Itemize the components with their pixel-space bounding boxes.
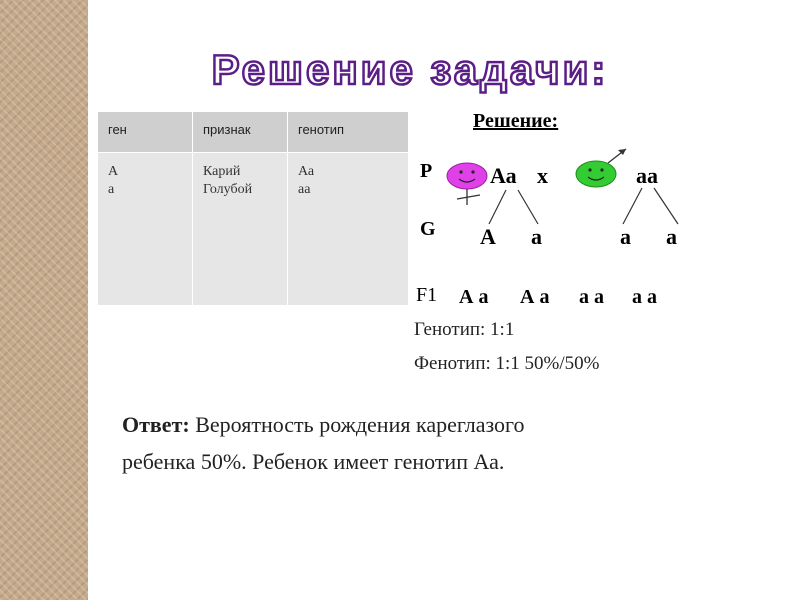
slide-title bbox=[130, 40, 690, 100]
male-arrow-icon bbox=[608, 149, 626, 163]
answer-label: Ответ: bbox=[122, 412, 190, 437]
table-cell bbox=[98, 153, 193, 306]
offspring-genotype: а а bbox=[632, 286, 657, 308]
offspring-genotype: А а bbox=[520, 286, 550, 308]
f1-label: F1 bbox=[416, 284, 438, 306]
cell-line: а bbox=[108, 182, 115, 197]
cell-line: Аа bbox=[298, 164, 315, 179]
table-row bbox=[98, 153, 409, 306]
cross-sign: х bbox=[537, 163, 548, 188]
parent1-genotype: Аа bbox=[490, 163, 517, 188]
phenotype-ratio: Фенотип: 1:1 50%/50% bbox=[414, 353, 600, 374]
cell-line: Карий bbox=[203, 164, 241, 179]
offspring-genotype: а а bbox=[579, 286, 604, 308]
answer-line-1 bbox=[122, 412, 525, 438]
female-face-icon bbox=[447, 163, 487, 189]
gamete: А bbox=[480, 224, 496, 249]
parents-label: Р bbox=[420, 160, 433, 182]
table-cell bbox=[288, 153, 409, 306]
gamete-lines bbox=[489, 188, 678, 224]
gene-table bbox=[97, 111, 409, 306]
decorative-sidebar bbox=[0, 0, 88, 600]
slide-title-text: Решение задачи: bbox=[211, 46, 609, 93]
offspring-genotype: А а bbox=[459, 286, 489, 308]
gamete: а bbox=[531, 224, 542, 249]
gametes-label: G bbox=[420, 218, 436, 240]
table-cell bbox=[193, 153, 288, 306]
answer-text-1: Вероятность рождения кареглазого bbox=[189, 412, 525, 437]
table-header: ген bbox=[98, 112, 193, 153]
answer-line-2: ребенка 50%. Ребенок имеет генотип Аа. bbox=[122, 449, 505, 474]
genotype-ratio: Генотип: 1:1 bbox=[414, 319, 515, 340]
gamete: а bbox=[666, 224, 677, 249]
parent2-genotype: аа bbox=[636, 163, 658, 188]
female-symbol-icon bbox=[457, 189, 480, 205]
cell-line: Голубой bbox=[203, 182, 253, 197]
cell-line: А bbox=[108, 164, 119, 179]
gamete: а bbox=[620, 224, 631, 249]
solution-heading: Решение: bbox=[473, 110, 559, 132]
cell-line: аа bbox=[298, 182, 311, 197]
male-face-icon bbox=[576, 161, 616, 187]
table-header: признак bbox=[193, 112, 288, 153]
table-header: генотип bbox=[288, 112, 409, 153]
